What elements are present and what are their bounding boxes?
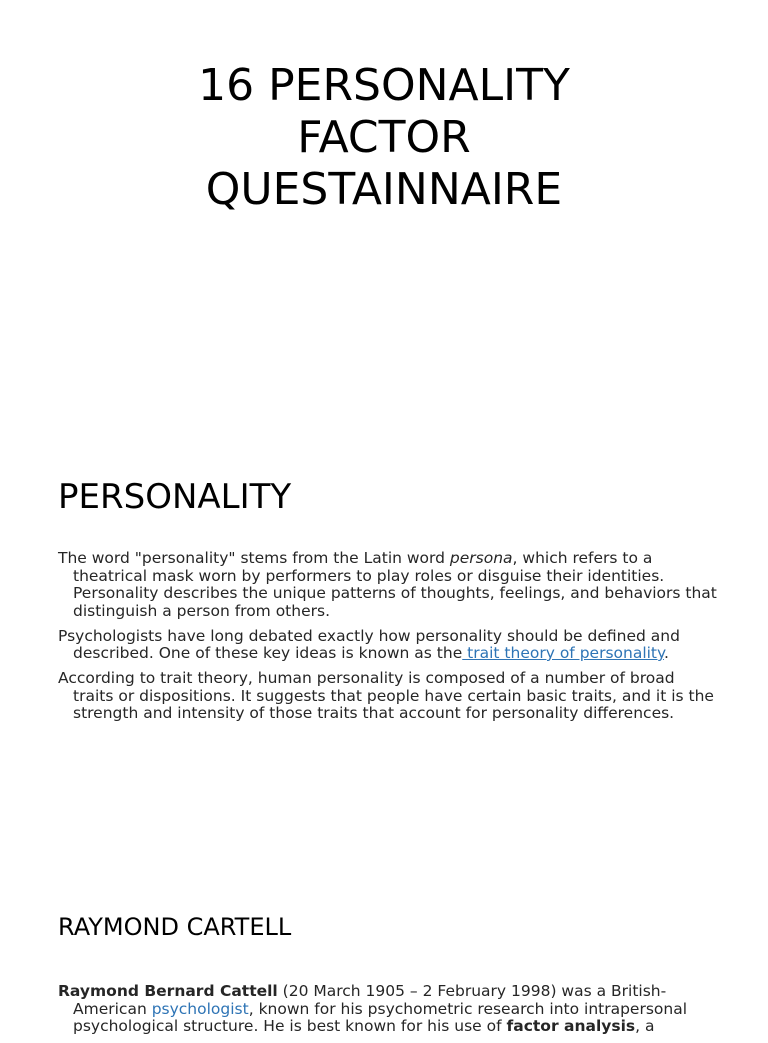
personality-paragraph-2 [58, 628, 718, 663]
italic-term: persona [449, 549, 513, 567]
bold-name: Raymond Bernard Cattell [58, 982, 278, 1000]
document-title-line-3: QUESTAINNAIRE [205, 164, 563, 215]
personality-body [58, 550, 718, 730]
paragraph-text: . [663, 644, 669, 662]
title-slide [0, 60, 768, 216]
bold-term: factor analysis [506, 1017, 636, 1035]
trait-theory-link[interactable]: trait theory of personality [462, 644, 664, 662]
paragraph-text: Psychologists have long debated exactly how personality should be defined and described. One of these key ideas is known as the [58, 626, 680, 662]
paragraph-text: (20 March 1905 – 2 February 1998) was a British-American [73, 982, 667, 1018]
personality-paragraph-1 [58, 550, 718, 620]
paragraph-text: , known for his psychometric research into intrapersonal psychological structure. He is best known for his use of [73, 999, 688, 1035]
cartell-paragraph-1 [58, 983, 718, 1036]
section-heading-personality: PERSONALITY [58, 477, 292, 517]
paragraph-text: The word "personality" stems from the Latin word [58, 549, 450, 567]
paragraph-text: , a [635, 1017, 655, 1035]
personality-paragraph-3: According to trait theory, human personality is composed of a number of broad traits or dispositions. It suggests that people have certain basic traits, and it is the strength and intensity of those traits that account for personality differences. [58, 669, 714, 722]
document-title-line-1: 16 PERSONALITY [198, 60, 570, 111]
cartell-body [58, 983, 718, 1043]
document-title-line-2: FACTOR [297, 112, 471, 163]
section-heading-raymond-cartell: RAYMOND CARTELL [58, 913, 292, 941]
psychologist-link[interactable]: psychologist [151, 999, 249, 1018]
paragraph-text: , which refers to a theatrical mask worn by performers to play roles or disguise their identities. Personality describes the unique patterns of thoughts, feelings, and behaviors that distinguish a person from others. [73, 549, 717, 620]
